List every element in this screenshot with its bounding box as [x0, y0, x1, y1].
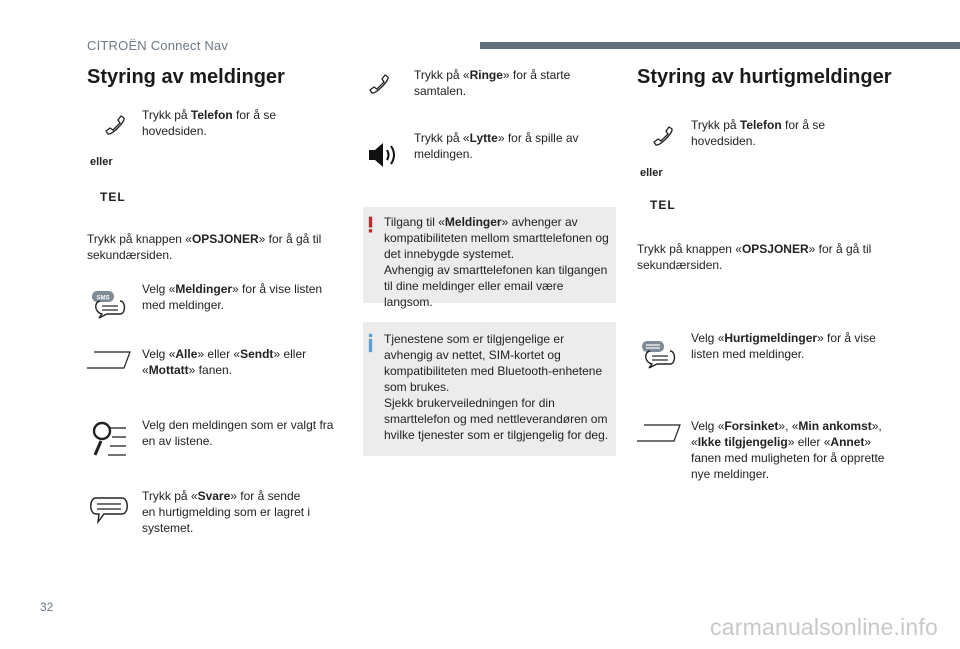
- quick-message-bubble-icon: [640, 340, 678, 370]
- step-telefon-right: Trykk på Telefon for å se hovedsiden.: [691, 118, 826, 148]
- warning-text: Tilgang til «Meldinger» avhenger av kompatibiliteten mellom smarttelefonen og det innebygde systemet. Avhengig av smarttelefonen kan tilgangen til dine meldinger eller email være langsom.: [384, 215, 609, 309]
- svg-text:SMS: SMS: [96, 295, 110, 302]
- select-from-list-icon: [92, 420, 128, 460]
- step-meldinger: Velg «Meldinger» for å vise listen med meldinger.: [142, 282, 323, 312]
- watermark: carmanualsonline.info: [710, 614, 938, 640]
- info-note: [363, 322, 616, 456]
- warning-mark-icon: [368, 215, 373, 235]
- tel-button-label: TEL: [650, 198, 676, 212]
- or-label: eller: [90, 156, 113, 168]
- running-header: CITROËN Connect Nav: [87, 38, 229, 53]
- info-mark-icon: [368, 332, 373, 354]
- tab-icon: [86, 350, 132, 370]
- tab-icon: [636, 423, 682, 443]
- step-opsjoner: Trykk på knappen «OPSJONER» for å gå til sekundærsiden.: [87, 232, 322, 262]
- heading-messages: Styring av meldinger: [87, 66, 285, 88]
- speaker-icon: [367, 140, 401, 170]
- step-ringe: Trykk på «Ringe» for å starte samtalen.: [414, 68, 571, 98]
- step-hurtigmeldinger: Velg «Hurtigmeldinger» for å vise listen med meldinger.: [691, 331, 876, 361]
- step-alle-sendt-mottatt: Velg «Alle» eller «Sendt» eller «Mottatt» fanen.: [142, 347, 307, 377]
- reply-bubble-icon: [88, 496, 130, 526]
- or-label: eller: [640, 167, 663, 179]
- heading-quick-messages: Styring av hurtigmeldinger: [637, 66, 892, 88]
- step-telefon: Trykk på Telefon for å se hovedsiden.: [142, 108, 277, 138]
- phone-handset-icon: [651, 124, 677, 150]
- step-forsinket-tabs: Velg «Forsinket», «Min ankomst», «Ikke tilgjengelig» eller «Annet» fanen med muligheten for å opprette nye meldinger.: [691, 419, 885, 481]
- step-select-message: Velg den meldingen som er valgt fra en av listene.: [142, 418, 334, 448]
- info-text: Tjenestene som er tilgjengelige er avhengig av nettet, SIM-kortet og kompatibiliteten med Bluetooth-enhetene som brukes. Sjekk brukerveiledningen for din smarttelefon og med nettleverandøren om hvilke tjenester som er tilgjengelig for deg.: [384, 332, 609, 442]
- step-opsjoner-right: Trykk på knappen «OPSJONER» for å gå til sekundærsiden.: [637, 242, 872, 272]
- tel-button-label: TEL: [100, 190, 126, 204]
- phone-handset-icon: [367, 72, 393, 98]
- step-lytte: Trykk på «Lytte» for å spille av meldingen.: [414, 131, 579, 161]
- sms-bubble-icon: [90, 290, 128, 320]
- step-svare: Trykk på «Svare» for å sende en hurtigmelding som er lagret i systemet.: [142, 489, 311, 535]
- phone-handset-icon: [103, 113, 129, 139]
- warning-note: [363, 207, 616, 309]
- page-number: 32: [40, 600, 54, 614]
- header-bar: [480, 42, 960, 49]
